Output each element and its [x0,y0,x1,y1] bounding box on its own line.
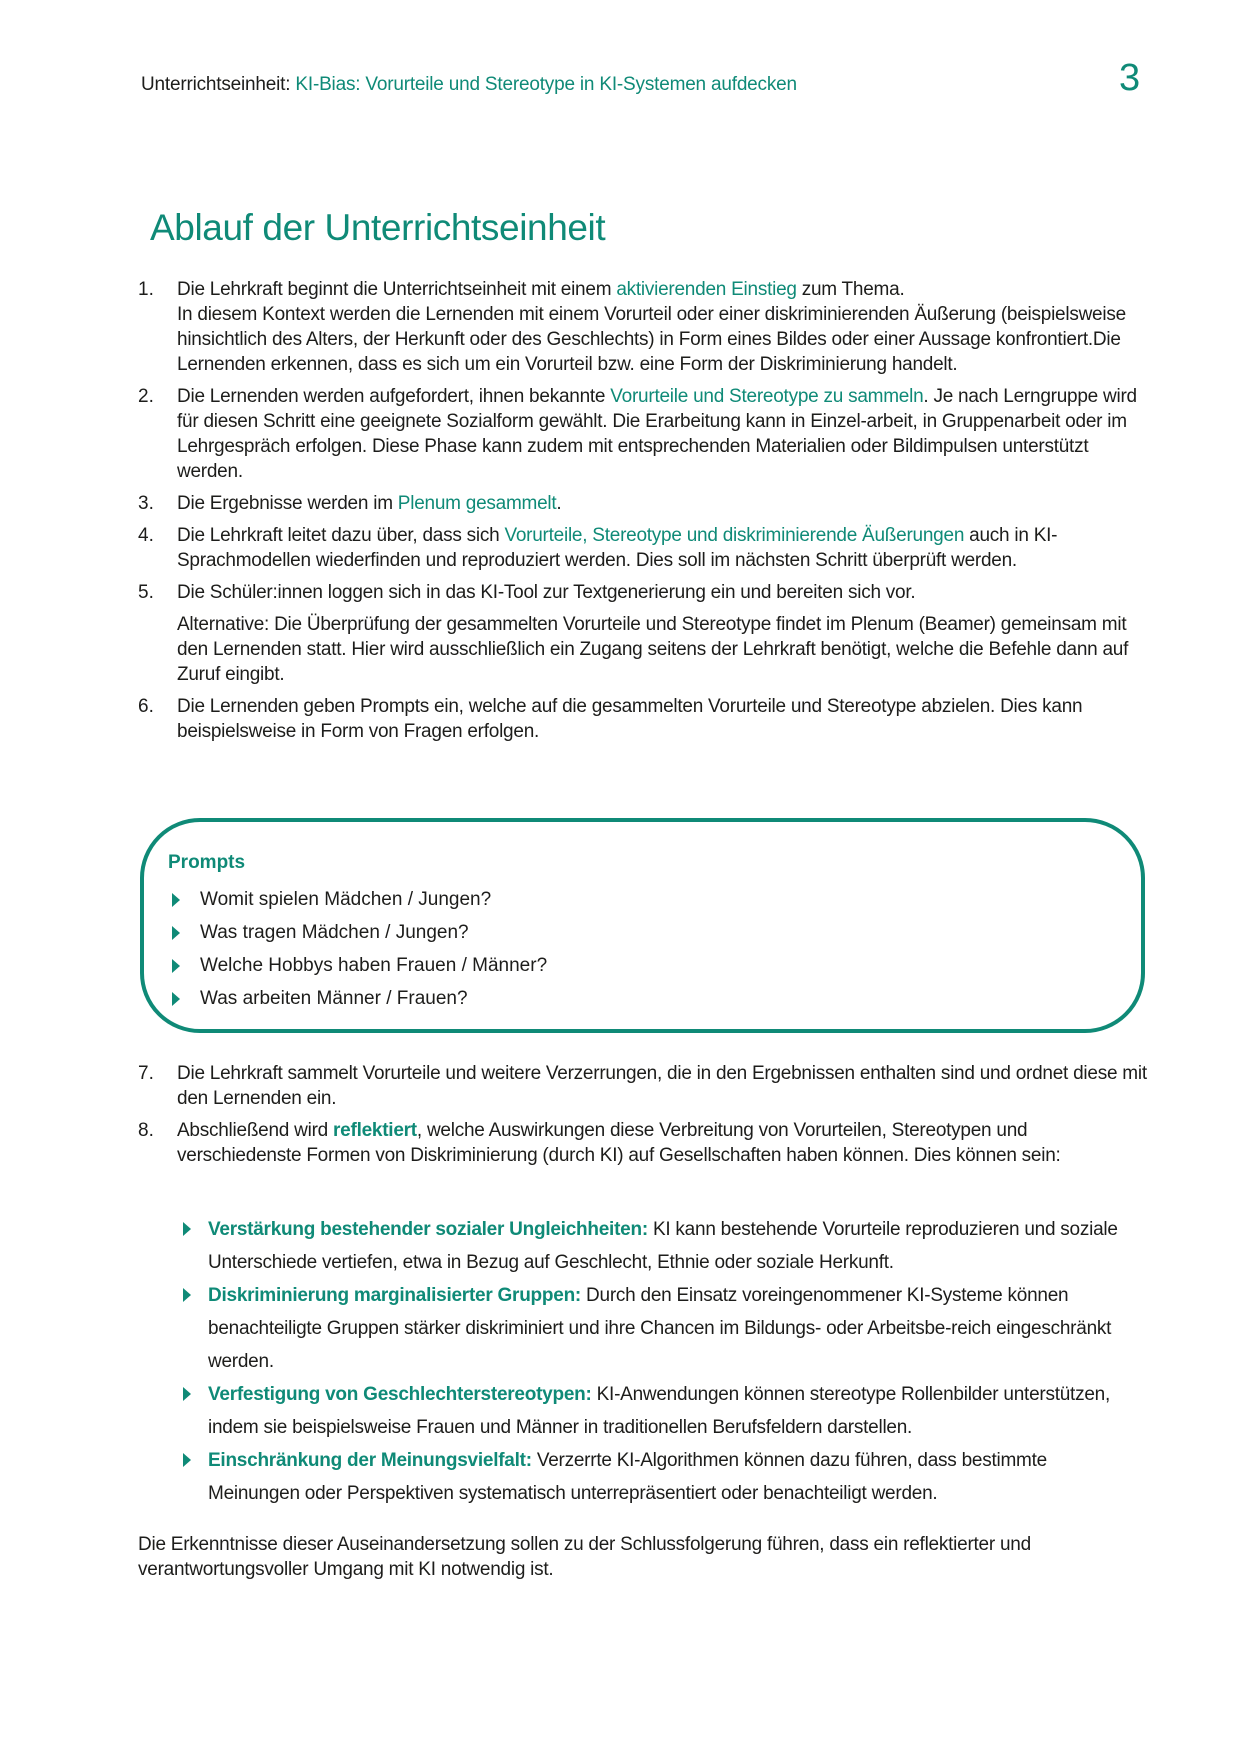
effect-term: Diskriminierung marginalisierter Gruppen: [208,1285,582,1306]
triangle-bullet-icon [183,1387,191,1401]
section-title: Ablauf der Unterrichtseinheit [150,207,606,248]
step-number: 8. [138,1120,154,1141]
effect-item [183,1444,1143,1510]
triangle-bullet-icon [183,1453,191,1467]
effect-term: Einschränkung der Meinungsvielfalt: [208,1450,532,1471]
conclusion-paragraph: Die Erkenntnisse dieser Auseinandersetzung sollen zu der Schlussfolgerung führen, dass ein reflektierter und verantwortungsvoller Umgang mit KI notwendig ist. [138,1534,1031,1580]
prompt-text: Was tragen Mädchen / Jungen? [200,922,469,943]
prompt-item [168,883,547,916]
step-highlight: Vorurteile und Stereotype zu sammeln [610,386,924,407]
step-2 [138,384,1148,484]
triangle-bullet-icon [172,992,180,1006]
running-header [141,72,1141,97]
effect-text: KI-Anwendungen können stereotype Rollenbilder unterstützen, indem sie beispielsweise Frauen und Männer in traditionellen Berufsfeldern darstellen. [208,1384,1110,1438]
effect-term: Verfestigung von Geschlechterstereotypen: [208,1384,592,1405]
effect-text: KI kann bestehende Vorurteile reproduzieren und soziale Unterschiede vertiefen, etwa in Bezug auf Geschlecht, Ethnie oder soziale Herkunft. [208,1219,1118,1273]
triangle-bullet-icon [183,1288,191,1302]
prompt-item [168,949,547,982]
steps-list-top [138,277,1148,751]
step-highlight: Vorurteile, Stereotype und diskriminierende Äußerungen [504,525,965,546]
step-6 [138,694,1148,744]
step-text: auch in KI-Sprachmodellen wiederfinden und reproduziert werden. Dies soll im nächsten Schritt überprüft werden. [177,525,1058,571]
step-text: zum Thema. [796,279,905,300]
effect-term: Verstärkung bestehender sozialer Ungleichheiten: [208,1219,648,1240]
header-title: KI-Bias: Vorurteile und Stereotype in KI-Systemen aufdecken [295,74,797,95]
effect-text: Verzerrte KI-Algorithmen können dazu führen, dass bestimmte Meinungen oder Perspektiven systematisch unterrepräsentiert oder benachteiligt werden. [208,1450,1047,1504]
step-number: 6. [138,696,154,717]
effects-list [183,1213,1143,1510]
step-text: Die Ergebnisse werden im [177,493,398,514]
effect-item [183,1279,1143,1378]
step-4 [138,523,1148,573]
step-number: 3. [138,493,154,514]
triangle-bullet-icon [172,893,180,907]
step-5 [138,580,1148,687]
step-number: 5. [138,582,154,603]
effect-item [183,1378,1143,1444]
step-number: 4. [138,525,154,546]
header-prefix: Unterrichtseinheit: [141,74,296,95]
triangle-bullet-icon [172,959,180,973]
step-alternative: Alternative: Die Überprüfung der gesammelten Vorurteile und Stereotype findet im Plenum (Beamer) gemeinsam mit den Lernenden statt. Hier wird ausschließlich ein Zugang seitens der Lehrkraft benötigt, welche die Befehle dann auf Zuruf eingibt. [177,614,1129,685]
step-text: Abschließend wird [177,1120,334,1141]
step-7 [138,1061,1148,1111]
step-1 [138,277,1148,377]
prompt-item [168,916,547,949]
step-text: Die Lehrkraft leitet dazu über, dass sich [177,525,505,546]
steps-list-bottom [138,1061,1148,1175]
step-text: Die Lehrkraft beginnt die Unterrichtseinheit mit einem [177,279,617,300]
step-3 [138,491,1148,516]
effect-item [183,1213,1143,1279]
prompt-text: Womit spielen Mädchen / Jungen? [200,889,492,910]
page-number: 3 [1119,57,1141,99]
step-highlight: reflektiert [333,1120,417,1141]
prompt-item [168,982,547,1015]
effect-text: Durch den Einsatz voreingenommener KI-Systeme können benachteiligte Gruppen stärker diskriminiert und ihre Chancen im Bildungs- oder Arbeitsbe-reich eingeschränkt werden. [208,1285,1112,1372]
step-text: Die Schüler:innen loggen sich in das KI-Tool zur Textgenerierung ein und bereiten sich vor. [177,582,916,603]
step-highlight: Plenum gesammelt [397,493,557,514]
prompt-text: Welche Hobbys haben Frauen / Männer? [200,955,548,976]
triangle-bullet-icon [172,926,180,940]
triangle-bullet-icon [183,1222,191,1236]
step-number: 1. [138,279,154,300]
prompt-text: Was arbeiten Männer / Frauen? [200,988,468,1009]
step-text: . Je nach Lerngruppe wird für diesen Schritt eine geeignete Sozialform gewählt. Die Erarbeitung kann in Einzel-arbeit, in Gruppenarbeit oder im Lehrgespräch erfolgen. Diese Phase kann zudem mit entsprechenden Materialien oder Bildimpulsen unterstützt werden. [177,386,1137,482]
step-highlight: aktivierenden Einstieg [616,279,797,300]
step-8 [138,1118,1148,1168]
step-number: 7. [138,1063,154,1084]
step-text: , welche Auswirkungen diese Verbreitung von Vorurteilen, Stereotypen und verschiedenste Formen von Diskriminierung (durch KI) auf Gesellschaften haben können. Dies können sein: [177,1120,1061,1166]
step-number: 2. [138,386,154,407]
step-text: . [556,493,562,514]
prompts-title: Prompts [168,852,246,873]
prompts-box [140,818,1145,1033]
step-text: Die Lehrkraft sammelt Vorurteile und weitere Verzerrungen, die in den Ergebnissen enthalten sind und ordnet diese mit den Lernenden ein. [177,1063,1147,1109]
step-text: Die Lernenden werden aufgefordert, ihnen bekannte [177,386,611,407]
step-text: In diesem Kontext werden die Lernenden mit einem Vorurteil oder einer diskriminierenden Äußerung (beispielsweise hinsichtlich des Alters, der Herkunft oder des Geschlechts) in Form eines Bildes oder einer Aussage konfrontiert.Die Lernenden erkennen, dass es sich um ein Vorurteil bzw. eine Form der Diskriminierung handelt. [177,304,1126,375]
step-text: Die Lernenden geben Prompts ein, welche auf die gesammelten Vorurteile und Stereotype abzielen. Dies kann beispielsweise in Form von Fragen erfolgen. [177,696,1083,742]
